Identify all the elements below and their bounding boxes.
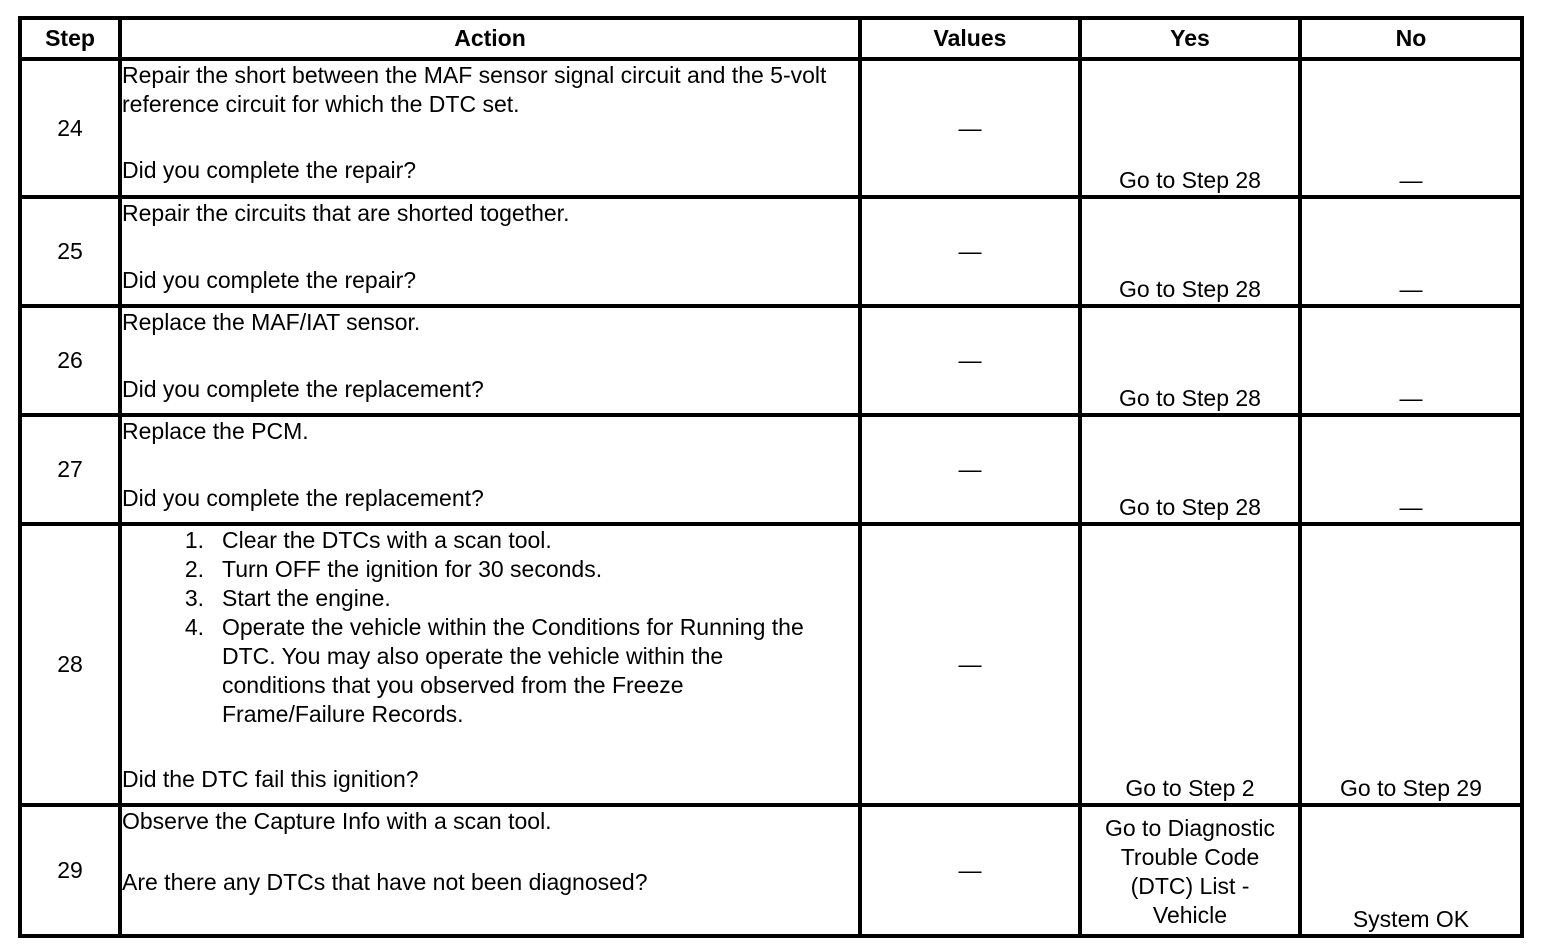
header-action: Action: [120, 18, 860, 59]
list-item-text: Turn OFF the ignition for 30 seconds.: [222, 556, 603, 582]
values-cell: —: [860, 306, 1080, 415]
action-cell: [120, 306, 860, 415]
step-number: 24: [20, 59, 120, 197]
table-row-step-29: [20, 805, 1522, 936]
action-text: Observe the Capture Info with a scan tool.: [122, 808, 552, 834]
step-number: 25: [20, 197, 120, 306]
action-question: Are there any DTCs that have not been diagnosed?: [122, 869, 648, 895]
table-row-step-28: [20, 524, 1522, 805]
table-row-step-25: [20, 197, 1522, 306]
yes-cell: Go to Step 28: [1080, 306, 1300, 415]
list-item: [122, 613, 858, 729]
action-cell: [120, 59, 860, 197]
no-cell: —: [1300, 415, 1522, 524]
yes-cell: Go to Step 28: [1080, 59, 1300, 197]
action-question: Did you complete the repair?: [122, 157, 417, 183]
action-text: Repair the short between the MAF sensor signal circuit and the 5-volt reference circuit for which the DTC set.: [122, 62, 827, 117]
list-item-number: 1.: [184, 527, 204, 553]
action-question: Did you complete the repair?: [122, 267, 417, 293]
list-item: [122, 555, 858, 584]
values-cell: —: [860, 59, 1080, 197]
no-cell: System OK: [1300, 805, 1522, 936]
header-no: No: [1300, 18, 1522, 59]
header-step: Step: [20, 18, 120, 59]
yes-cell: Go to Step 2: [1080, 524, 1300, 805]
list-item: [122, 526, 858, 555]
values-cell: —: [860, 197, 1080, 306]
yes-cell: Go to Step 28: [1080, 415, 1300, 524]
list-item-text: Start the engine.: [222, 585, 391, 611]
action-text: Replace the PCM.: [122, 418, 309, 444]
step-number: 28: [20, 524, 120, 805]
action-cell: [120, 524, 860, 805]
no-cell: —: [1300, 306, 1522, 415]
table-row-step-26: [20, 306, 1522, 415]
action-cell: [120, 415, 860, 524]
diagnostic-table: [18, 16, 1524, 938]
no-cell: Go to Step 29: [1300, 524, 1522, 805]
header-yes: Yes: [1080, 18, 1300, 59]
action-question: Did the DTC fail this ignition?: [122, 766, 419, 792]
values-cell: —: [860, 524, 1080, 805]
procedure-list: [122, 526, 858, 729]
header-row: [20, 18, 1522, 59]
action-question: Did you complete the replacement?: [122, 376, 484, 402]
action-question: Did you complete the replacement?: [122, 485, 484, 511]
list-item-text: Operate the vehicle within the Conditions for Running the DTC. You may also operate the vehicle within the conditions that you observed from the Freeze Frame/Failure Records.: [222, 614, 804, 727]
step-number: 26: [20, 306, 120, 415]
action-cell: [120, 805, 860, 936]
values-cell: —: [860, 805, 1080, 936]
action-cell: [120, 197, 860, 306]
list-item-text: Clear the DTCs with a scan tool.: [222, 527, 552, 553]
values-cell: —: [860, 415, 1080, 524]
list-item-number: 2.: [184, 556, 204, 582]
no-cell: —: [1300, 59, 1522, 197]
no-cell: —: [1300, 197, 1522, 306]
list-item: [122, 584, 858, 613]
yes-cell: Go to Diagnostic Trouble Code (DTC) List - Vehicle: [1080, 805, 1300, 936]
step-number: 27: [20, 415, 120, 524]
list-item-number: 3.: [184, 585, 204, 611]
header-values: Values: [860, 18, 1080, 59]
yes-cell: Go to Step 28: [1080, 197, 1300, 306]
action-text: Repair the circuits that are shorted together.: [122, 200, 570, 226]
list-item-number: 4.: [184, 614, 204, 640]
table-row-step-27: [20, 415, 1522, 524]
action-text: Replace the MAF/IAT sensor.: [122, 309, 421, 335]
table-row-step-24: [20, 59, 1522, 197]
step-number: 29: [20, 805, 120, 936]
